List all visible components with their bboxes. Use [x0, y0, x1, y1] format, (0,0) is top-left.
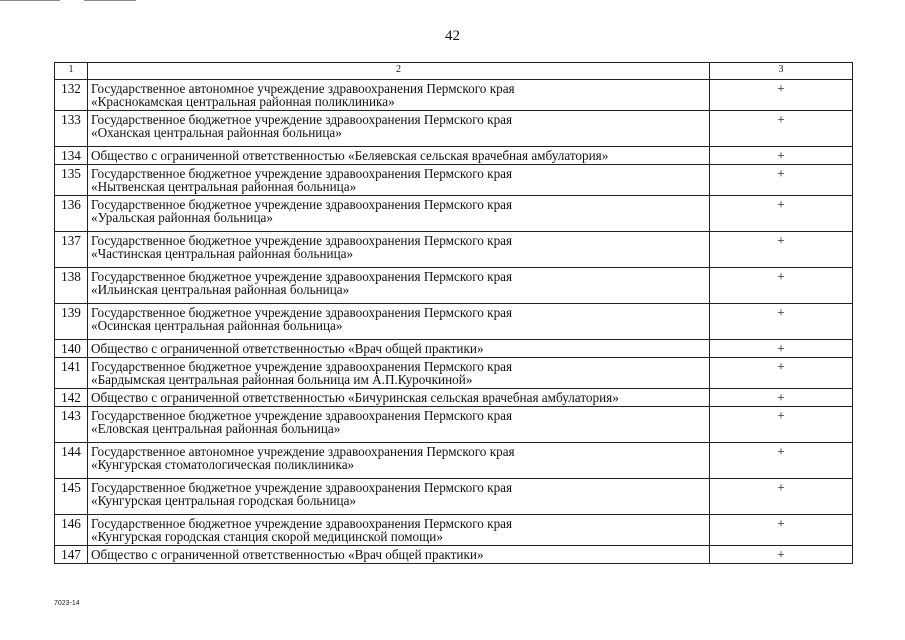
organization-name	[88, 389, 710, 407]
table-row	[55, 304, 853, 340]
organization-name	[88, 546, 710, 564]
mark-cell: +	[710, 165, 853, 196]
table-row	[55, 443, 853, 479]
page-number: 42	[445, 28, 460, 44]
organization-name-line: «Кунгурская центральная городская больница»	[91, 493, 357, 508]
organization-name-line: «Кунгурская городская станция скорой медицинской помощи»	[91, 529, 443, 544]
scan-edge-line-left	[0, 0, 60, 1]
organization-name-line: Государственное бюджетное учреждение здравоохранения Пермского края	[91, 197, 513, 212]
organization-name-line: Государственное автономное учреждение здравоохранения Пермского края	[91, 81, 515, 96]
mark-cell: +	[710, 304, 853, 340]
table-row	[55, 268, 853, 304]
mark-cell: +	[710, 80, 853, 111]
organization-name-line: Государственное бюджетное учреждение здравоохранения Пермского края	[91, 166, 513, 181]
table-row	[55, 479, 853, 515]
organization-name	[88, 407, 710, 443]
row-number: 136	[55, 196, 88, 232]
organization-name-line: Государственное бюджетное учреждение здравоохранения Пермского края	[91, 359, 513, 374]
row-number: 143	[55, 407, 88, 443]
row-number: 135	[55, 165, 88, 196]
organization-name-line: Государственное бюджетное учреждение здравоохранения Пермского края	[91, 516, 513, 531]
header-col-2: 2	[88, 63, 710, 80]
row-number: 146	[55, 515, 88, 546]
scan-edge-line-mid	[84, 0, 136, 1]
mark-cell: +	[710, 443, 853, 479]
organization-name-line: Государственное автономное учреждение здравоохранения Пермского края	[91, 444, 515, 459]
organization-name-line: «Ильинская центральная районная больница»	[91, 282, 350, 297]
organization-name	[88, 304, 710, 340]
organization-name-line: «Кунгурская стоматологическая поликлиника»	[91, 457, 355, 472]
table-row	[55, 196, 853, 232]
organization-name-line: «Еловская центральная районная больница»	[91, 421, 341, 436]
organization-name-line: Общество с ограниченной ответственностью «Бичуринская сельская врачебная амбулатория»	[91, 390, 619, 405]
footer-code: 7023-14	[54, 600, 80, 607]
organization-name-line: «Уральская районная больница»	[91, 210, 273, 225]
mark-cell: +	[710, 389, 853, 407]
organization-name-line: «Частинская центральная районная больница»	[91, 246, 354, 261]
organization-name-line: «Краснокамская центральная районная поликлиника»	[91, 94, 395, 109]
table-row	[55, 165, 853, 196]
organization-name-line: «Бардымская центральная районная больница им А.П.Курочкиной»	[91, 372, 473, 387]
header-col-1: 1	[55, 63, 88, 80]
organization-name-line: «Осинская центральная районная больница»	[91, 318, 343, 333]
mark-cell: +	[710, 546, 853, 564]
table-row	[55, 546, 853, 564]
mark-cell: +	[710, 340, 853, 358]
mark-cell: +	[710, 358, 853, 389]
row-number: 132	[55, 80, 88, 111]
row-number: 137	[55, 232, 88, 268]
row-number: 142	[55, 389, 88, 407]
organization-name-line: Общество с ограниченной ответственностью «Врач общей практики»	[91, 547, 484, 562]
table-row	[55, 358, 853, 389]
organization-name-line: Государственное бюджетное учреждение здравоохранения Пермского края	[91, 233, 513, 248]
table-row	[55, 232, 853, 268]
table-row	[55, 340, 853, 358]
row-number: 144	[55, 443, 88, 479]
organization-name	[88, 196, 710, 232]
organization-name	[88, 358, 710, 389]
organization-name	[88, 479, 710, 515]
organization-name-line: Государственное бюджетное учреждение здравоохранения Пермского края	[91, 480, 513, 495]
mark-cell: +	[710, 196, 853, 232]
mark-cell: +	[710, 111, 853, 147]
table-row	[55, 80, 853, 111]
row-number: 147	[55, 546, 88, 564]
table-row	[55, 389, 853, 407]
organization-name-line: Общество с ограниченной ответственностью «Врач общей практики»	[91, 341, 484, 356]
document-table	[54, 62, 853, 564]
mark-cell: +	[710, 268, 853, 304]
organization-name-line: «Нытвенская центральная районная больница»	[91, 179, 357, 194]
organization-name-line: Государственное бюджетное учреждение здравоохранения Пермского края	[91, 408, 513, 423]
row-number: 133	[55, 111, 88, 147]
mark-cell: +	[710, 407, 853, 443]
organization-name	[88, 515, 710, 546]
row-number: 139	[55, 304, 88, 340]
organization-name	[88, 165, 710, 196]
organization-name-line: Государственное бюджетное учреждение здравоохранения Пермского края	[91, 112, 513, 127]
row-number: 145	[55, 479, 88, 515]
organization-name	[88, 268, 710, 304]
organization-name	[88, 232, 710, 268]
mark-cell: +	[710, 479, 853, 515]
organization-name	[88, 147, 710, 165]
table-row	[55, 407, 853, 443]
organization-name	[88, 443, 710, 479]
table-row	[55, 515, 853, 546]
organization-name-line: «Оханская центральная районная больница»	[91, 125, 342, 140]
header-col-3: 3	[710, 63, 853, 80]
row-number: 138	[55, 268, 88, 304]
mark-cell: +	[710, 147, 853, 165]
table-row	[55, 147, 853, 165]
organization-name-line: Государственное бюджетное учреждение здравоохранения Пермского края	[91, 269, 513, 284]
mark-cell: +	[710, 515, 853, 546]
row-number: 140	[55, 340, 88, 358]
organization-name	[88, 111, 710, 147]
organization-name-line: Общество с ограниченной ответственностью «Беляевская сельская врачебная амбулатория»	[91, 148, 609, 163]
table-header-row	[55, 63, 853, 80]
organization-name	[88, 340, 710, 358]
organization-name	[88, 80, 710, 111]
mark-cell: +	[710, 232, 853, 268]
table-row	[55, 111, 853, 147]
row-number: 134	[55, 147, 88, 165]
row-number: 141	[55, 358, 88, 389]
organization-name-line: Государственное бюджетное учреждение здравоохранения Пермского края	[91, 305, 513, 320]
